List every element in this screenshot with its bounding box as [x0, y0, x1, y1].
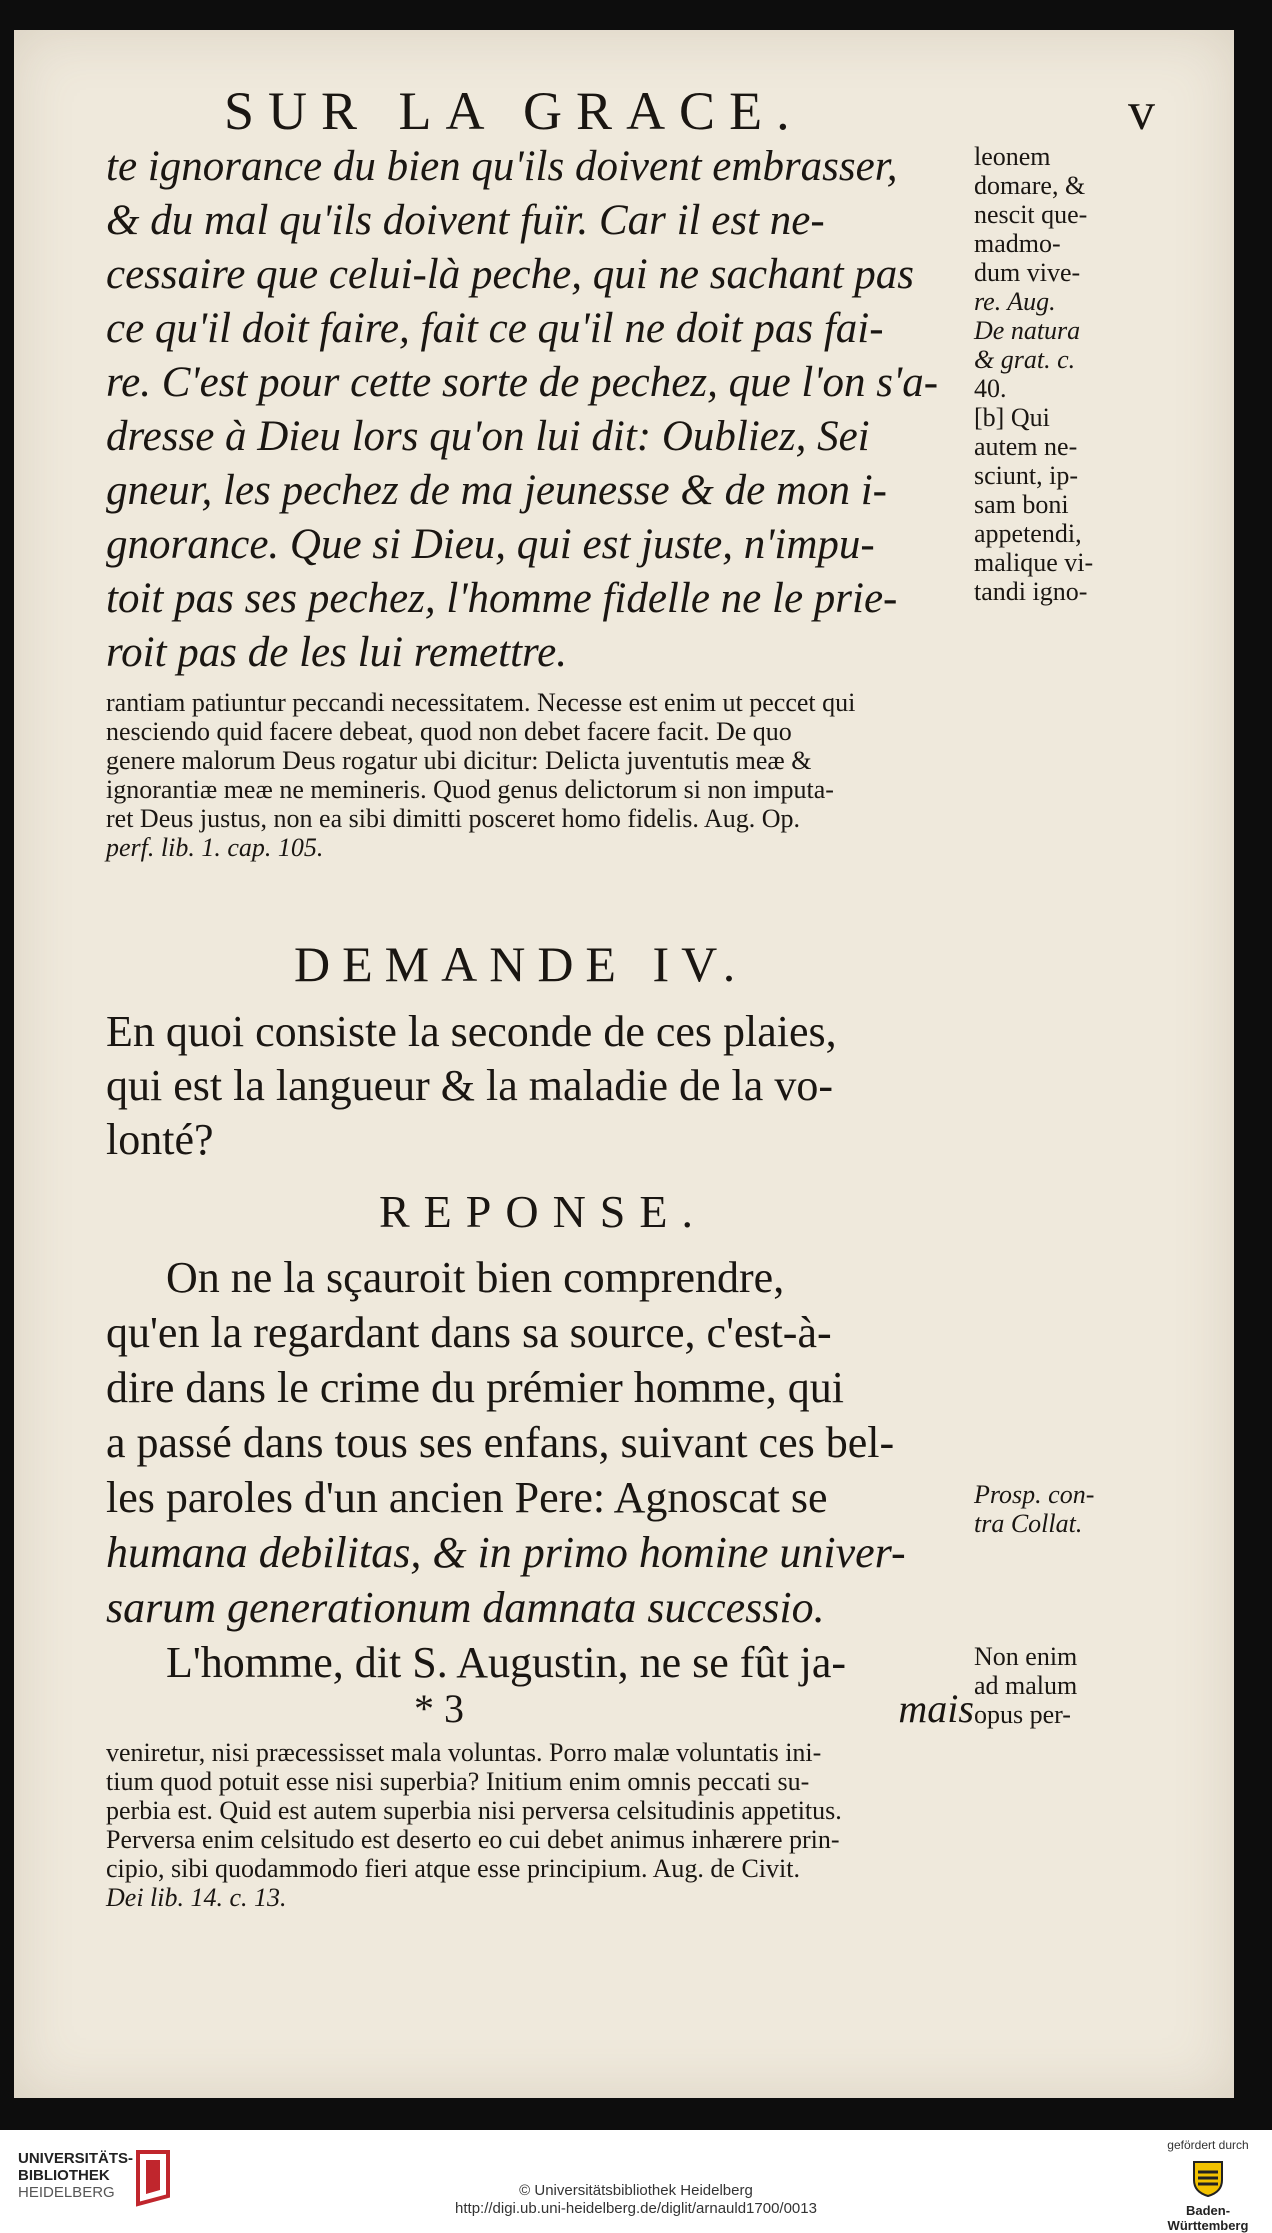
footnote-1	[106, 688, 1146, 862]
margin-line: [b] Qui	[974, 403, 1050, 432]
body-text-1	[106, 140, 986, 680]
signature-line	[414, 1685, 974, 1732]
answer-line: dire dans le crime du prémier homme, qui	[106, 1363, 844, 1412]
margin-line: nescit que-	[974, 200, 1088, 229]
text-line: roit pas de les lui remettre.	[106, 629, 567, 676]
margin-line: sam boni	[974, 490, 1069, 519]
footnote-line: tium quod potuit esse nisi superbia? Initium enim omnis peccati su-	[106, 1767, 810, 1796]
footnote-line: veniretur, nisi præcessisset mala voluntas. Porro malæ voluntatis ini-	[106, 1738, 822, 1767]
question-text	[106, 1005, 986, 1167]
margin-line: madmo-	[974, 229, 1061, 258]
copyright-block	[0, 2182, 1272, 2218]
library-line: HEIDELBERG	[18, 2184, 115, 2201]
question-line: lonté?	[106, 1115, 214, 1164]
answer-line: a passé dans tous ses enfans, suivant ces bel-	[106, 1418, 895, 1467]
answer-line: On ne la sçauroit bien comprendre,	[166, 1253, 785, 1302]
footnote-line: perbia est. Quid est autem superbia nisi perversa celsitudinis appetitus.	[106, 1796, 842, 1825]
answer-line: humana debilitas, & in primo homine univer-	[106, 1528, 906, 1577]
margin-line: re. Aug.	[974, 287, 1056, 316]
running-title: SUR LA GRACE.	[224, 81, 804, 141]
footnote-2	[106, 1738, 1146, 1912]
footnote-line: perf. lib. 1. cap. 105.	[106, 833, 324, 862]
margin-line: autem ne-	[974, 432, 1078, 461]
footnote-line: ret Deus justus, non ea sibi dimitti posceret homo fidelis. Aug. Op.	[106, 804, 800, 833]
text-line: cessaire que celui-là peche, qui ne sachant pas	[106, 251, 915, 298]
question-line: En quoi consiste la seconde de ces plaies,	[106, 1007, 837, 1056]
library-line: UNIVERSITÄTS-	[18, 2150, 134, 2167]
text-line: gnorance. Que si Dieu, qui est juste, n'impu-	[106, 521, 875, 568]
running-head	[224, 80, 1164, 142]
answer-line: sarum generationum damnata successio.	[106, 1583, 825, 1632]
page-number: v	[1128, 81, 1164, 141]
margin-line: appetendi,	[974, 519, 1082, 548]
sponsor-block	[1158, 2138, 1258, 2233]
text-line: dresse à Dieu lors qu'on lui dit: Oubliez, Sei	[106, 413, 870, 460]
sponsor-label: gefördert durch	[1167, 2138, 1249, 2152]
footnote-line: Perversa enim celsitudo est deserto eo cui debet animus inhærere prin-	[106, 1825, 840, 1854]
margin-note-1	[974, 142, 1134, 606]
answer-line: les paroles d'un ancien Pere: Agnoscat se	[106, 1473, 828, 1522]
margin-line: 40.	[974, 374, 1007, 403]
copyright-text: © Universitätsbibliothek Heidelberg	[519, 2182, 753, 2199]
footnote-line: genere malorum Deus rogatur ubi dicitur: Delicta juventutis meæ &	[106, 746, 812, 775]
margin-line: ad malum	[974, 1671, 1078, 1700]
book-page	[14, 30, 1234, 2098]
text-line: toit pas ses pechez, l'homme fidelle ne le prie-	[106, 575, 898, 622]
margin-line: tandi igno-	[974, 577, 1088, 606]
answer-text	[106, 1250, 986, 1690]
catchword: mais	[898, 1686, 974, 1731]
footnote-line: rantiam patiuntur peccandi necessitatem. Necesse est enim ut peccet qui	[106, 688, 856, 717]
text-line: gneur, les pechez de ma jeunesse & de mon i-	[106, 467, 887, 514]
margin-note-3	[974, 1642, 1134, 1729]
signature-mark: * 3	[414, 1686, 464, 1731]
answer-line: qu'en la regardant dans sa source, c'est-à-	[106, 1308, 832, 1357]
footnote-line: ignorantiæ meæ ne memineris. Quod genus delictorum si non imputa-	[106, 775, 834, 804]
margin-line: dum vive-	[974, 258, 1081, 287]
margin-line: Prosp. con-	[974, 1480, 1095, 1509]
margin-line: sciunt, ip-	[974, 461, 1078, 490]
text-line: ce qu'il doit faire, fait ce qu'il ne doit pas fai-	[106, 305, 884, 352]
text-line: re. C'est pour cette sorte de pechez, que l'on s'a-	[106, 359, 939, 406]
reponse-heading: REPONSE.	[379, 1186, 707, 1237]
margin-line: domare, &	[974, 171, 1086, 200]
library-line: BIBLIOTHEK	[18, 2167, 110, 2184]
margin-line: & grat. c.	[974, 345, 1076, 374]
state-crest-icon	[1188, 2158, 1228, 2198]
text-line: & du mal qu'ils doivent fuïr. Car il est ne-	[106, 197, 825, 244]
footnote-line: nesciendo quid facere debeat, quod non debet facere facit. De quo	[106, 717, 792, 746]
permalink-url[interactable]: http://digi.ub.uni-heidelberg.de/diglit/arnauld1700/0013	[455, 2200, 817, 2217]
margin-line: De natura	[974, 316, 1081, 345]
answer-line: L'homme, dit S. Augustin, ne se fût ja-	[166, 1638, 847, 1687]
margin-line: leonem	[974, 142, 1051, 171]
footnote-line: Dei lib. 14. c. 13.	[106, 1883, 287, 1912]
demande-heading: DEMANDE IV.	[294, 936, 748, 992]
question-line: qui est la langueur & la maladie de la vo-	[106, 1061, 833, 1110]
margin-line: opus per-	[974, 1700, 1071, 1729]
margin-note-2	[974, 1480, 1134, 1538]
footnote-line: cipio, sibi quodammodo fieri atque esse principium. Aug. de Civit.	[106, 1854, 800, 1883]
margin-line: Non enim	[974, 1642, 1078, 1671]
sponsor-name: Baden-Württemberg	[1167, 2203, 1249, 2233]
margin-line: malique vi-	[974, 548, 1094, 577]
margin-line: tra Collat.	[974, 1509, 1083, 1538]
viewer-footer	[0, 2130, 1272, 2233]
text-line: te ignorance du bien qu'ils doivent embrasser,	[106, 143, 898, 190]
